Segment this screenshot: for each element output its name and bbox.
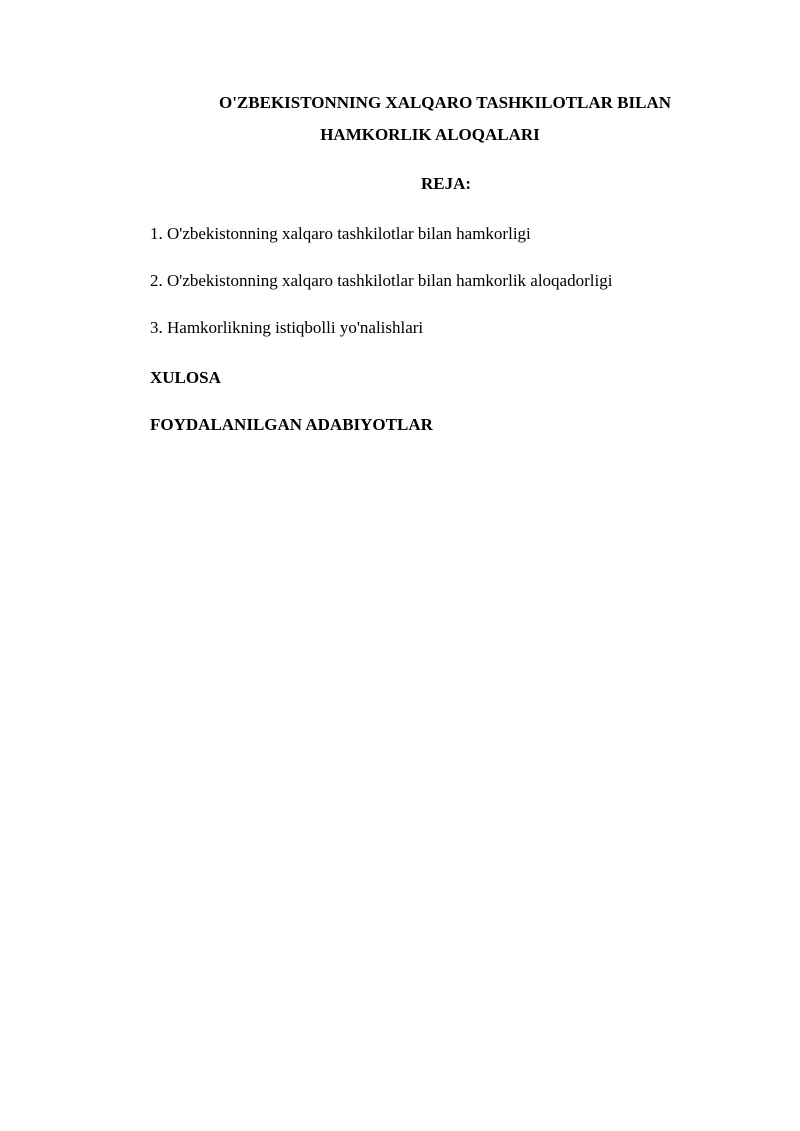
plan-heading: REJA: bbox=[420, 174, 472, 193]
plan-item-3: 3. Hamkorlikning istiqbolli yo'nalishlari bbox=[150, 318, 424, 337]
conclusion-heading: XULOSA bbox=[150, 368, 221, 387]
document-title-line-2: HAMKORLIK ALOQALARI bbox=[320, 125, 540, 144]
plan-item-2: 2. O'zbekistonning xalqaro tashkilotlar bilan hamkorlik aloqadorligi bbox=[150, 271, 613, 290]
references-heading: FOYDALANILGAN ADABIYOTLAR bbox=[150, 415, 433, 434]
document-title-line-1: O'ZBEKISTONNING XALQARO TASHKILOTLAR BILAN bbox=[218, 93, 672, 112]
plan-item-1: 1. O'zbekistonning xalqaro tashkilotlar bilan hamkorligi bbox=[150, 224, 531, 243]
